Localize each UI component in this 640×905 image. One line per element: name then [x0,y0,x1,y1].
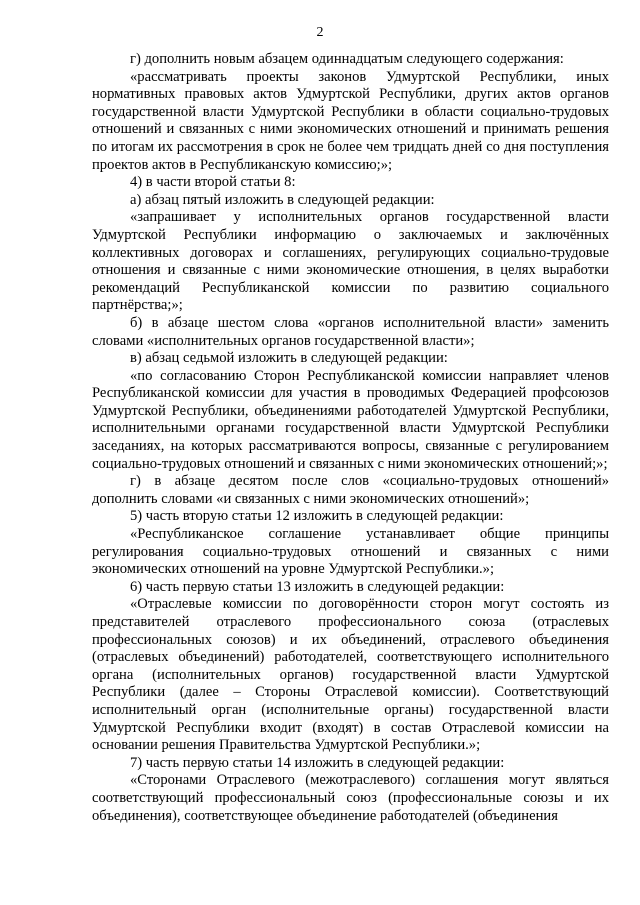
paragraph: в) абзац седьмой изложить в следующей редакции: [130,350,448,367]
paragraph: «рассматривать проекты законов Удмуртской Республики, иных нормативных правовых актов Удмуртской Республики, других актов органов государственной власти Удмуртской Республики в области социально-трудовых отношений и связанных с ними экономических отношений и принимать решения по итогам их рассмотрения в срок не более чем тридцать дней со дня поступления проектов актов в Республиканскую комиссию;»; [92,68,609,173]
paragraph: «по согласованию Сторон Республиканской комиссии направляет членов Республиканской комиссии для участия в проводимых Федерацией профсоюзов Удмуртской Республики, объединениями работодателей Удмуртской Республики, исполнительными органами государственной власти Удмуртской Республики заседаниях, на которых рассматриваются вопросы, связанные с регулированием социально-трудовых отношений и связанных с ними экономических отношений;»; [92,367,609,472]
page-number: 2 [316,25,324,40]
paragraph: г) в абзаце десятом после слов «социально-трудовых отношений» дополнить словами «и связанных с ними экономических отношений»; [92,473,609,507]
document-body [92,51,609,825]
paragraph: а) абзац пятый изложить в следующей редакции: [130,191,435,208]
paragraph: 6) часть первую статьи 13 изложить в следующей редакции: [130,578,505,595]
paragraph: 5) часть вторую статьи 12 изложить в следующей редакции: [130,508,504,525]
paragraph: «Республиканское соглашение устанавливает общие принципы регулирования социально-трудовых отношений и связанных с ними экономических отношений на уровне Удмуртской Республики.»; [92,526,609,578]
paragraph: «запрашивает у исполнительных органов государственной власти Удмуртской Республики информацию о заключаемых и заключённых коллективных договорах и соглашениях, регулирующих социально-трудовые отношения и связанные с ними экономические отношения, в целях выработки рекомендаций Республиканской комиссии по развитию социального партнёрства;»; [92,209,609,314]
paragraph: «Сторонами Отраслевого (межотраслевого) соглашения могут являться соответствующий профессиональный союз (профессиональные союзы и их объединения), соответствующее объединение работодателей (объединения [92,772,609,824]
paragraph: г) дополнить новым абзацем одиннадцатым следующего содержания: [130,51,564,67]
paragraph: 7) часть первую статьи 14 изложить в следующей редакции: [130,754,505,771]
paragraph: «Отраслевые комиссии по договорённости сторон могут состоять из представителей отраслевого профессионального союза (отраслевых профессиональных союзов) и их объединений, отраслевого объединения (отраслевых объединений) работодателей, соответствующего исполнительного органа (исполнительных органов) государственной власти Удмуртской Республики (далее – Стороны Отраслевой комиссии). Соответствующий исполнительный орган (исполнительные органы) государственной власти Удмуртской Республики входит (входят) в состав Отраслевой комиссии на основании решения Правительства Удмуртской Республики.»; [92,596,609,754]
paragraph: 4) в части второй статьи 8: [130,174,296,191]
paragraph: б) в абзаце шестом слова «органов исполнительной власти» заменить словами «исполнительных органов государственной власти»; [92,314,609,349]
